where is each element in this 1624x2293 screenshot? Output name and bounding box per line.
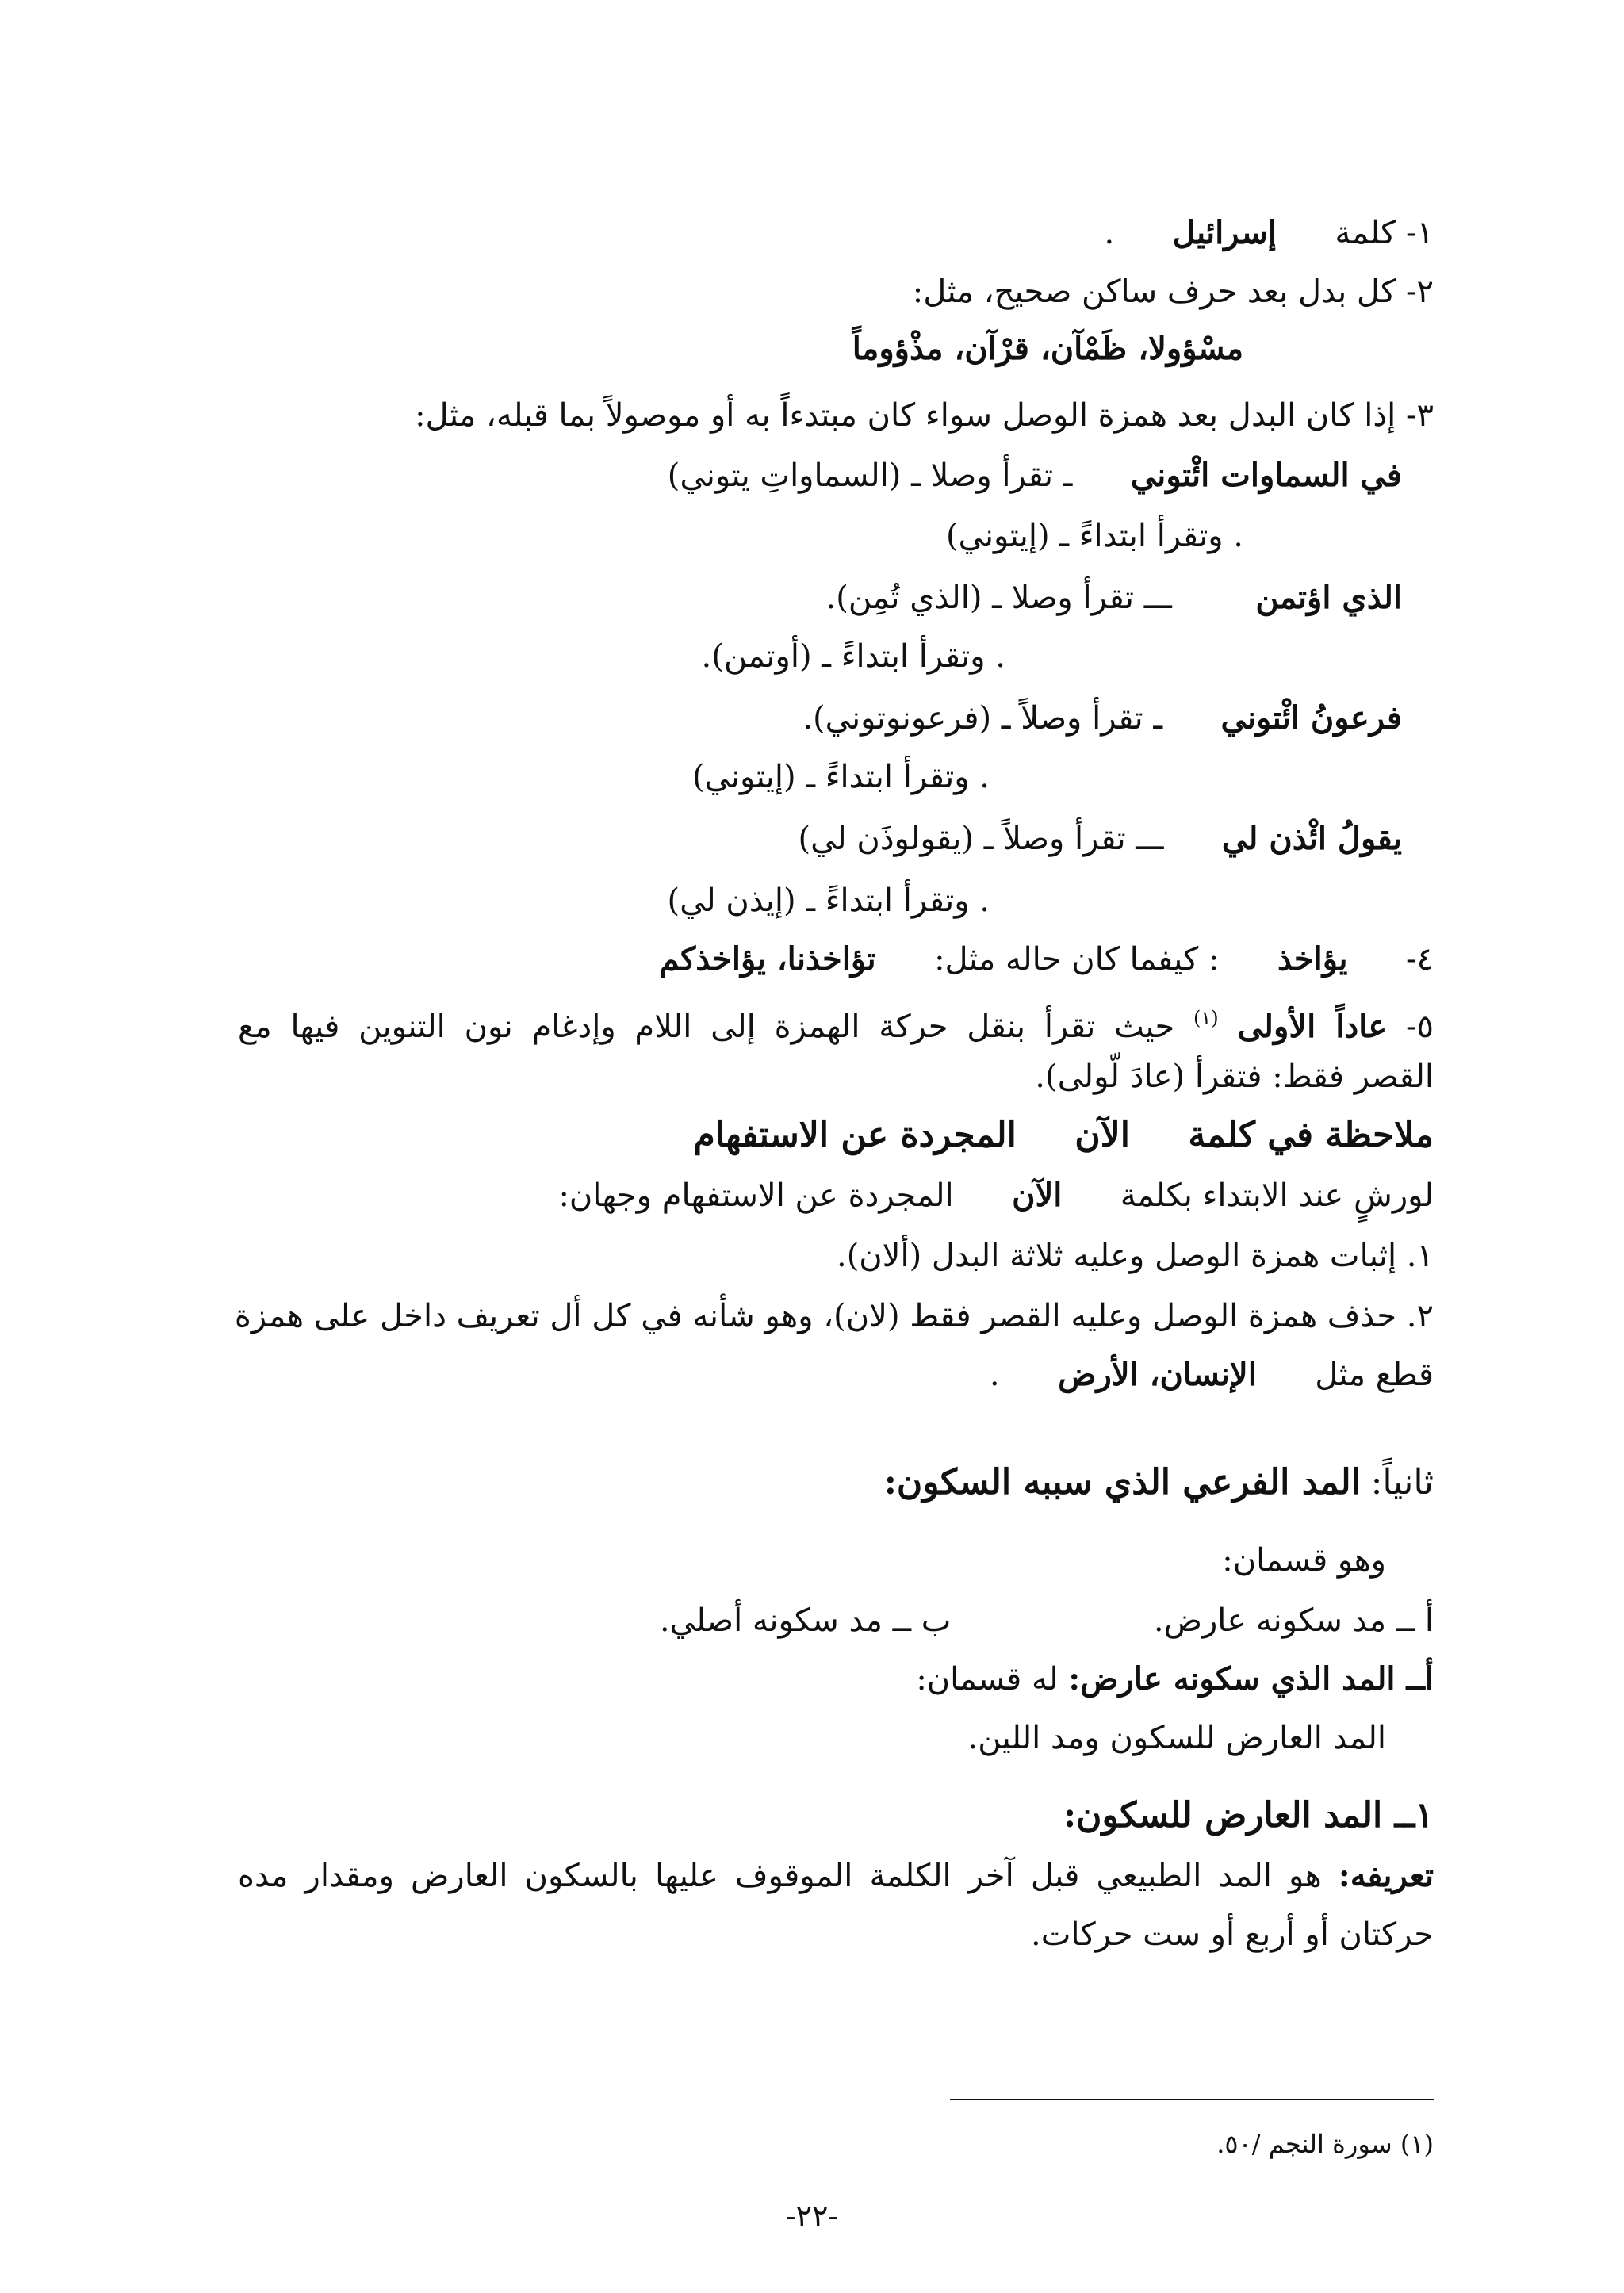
subsection-a-heading: [916, 1657, 1434, 1702]
item-4: [660, 937, 1434, 982]
definition: [238, 1854, 1434, 1898]
section-2-title: المد الفرعي الذي سببه السكون:: [883, 1462, 1361, 1503]
item-3-example-2-ibtida: [702, 634, 1005, 679]
item-1-word: إسرائيل: [1172, 214, 1277, 251]
heading-1-arid: [1063, 1793, 1434, 1839]
subsection-a-list-text: المد العارض للسكون ومد اللين.: [967, 1720, 1386, 1756]
example-2-word: الذي اؤتمن: [1255, 579, 1402, 616]
definition-cont: حركتان أو أربع أو ست حركات.: [1031, 1916, 1434, 1953]
item-4-word: يؤاخذ: [1277, 940, 1348, 978]
item-4-text: : كيفما كان حاله مثل:: [934, 941, 1220, 978]
part-a: أ ــ مد سكونه عارض.: [1153, 1602, 1434, 1639]
item-3-example-1: [668, 454, 1402, 498]
example-4-ibtida: . وتقرأ ابتداءً ـ (إيذن لي): [667, 882, 990, 919]
note-point-2: [234, 1294, 1434, 1338]
note-heading-word: الآن: [1074, 1115, 1130, 1155]
item-3-example-4-ibtida: [668, 879, 990, 923]
item-2-examples-text: مسْؤولا، ظَمْآن، قرْآن، مذْؤوماً: [852, 330, 1243, 367]
footnote-text: (١) سورة النجم /٥٠.: [1216, 2129, 1434, 2159]
item-3-text: إذا كان البدل بعد همزة الوصل سواء كان مبتدءاً به أو موصولاً بما قبله، مثل:: [415, 397, 1396, 434]
item-2: [913, 270, 1434, 314]
part-b: ب ــ مد سكونه أصلي.: [659, 1602, 952, 1639]
item-2-examples: [852, 327, 1243, 371]
example-3-wasl: ـ تقرأ وصلاً ـ (فرعونوتوني).: [802, 700, 1163, 737]
definition-label: تعريفه:: [1338, 1857, 1434, 1894]
example-3-ibtida: . وتقرأ ابتداءً ـ (إيتوني): [691, 759, 990, 795]
item-3-example-2: [826, 576, 1403, 620]
item-1-label: كلمة: [1335, 215, 1396, 251]
item-3: [415, 393, 1434, 438]
note-heading-a: ملاحظة في كلمة: [1188, 1115, 1434, 1155]
subsection-a-text: له قسمان:: [916, 1661, 1059, 1698]
note-point-1: [837, 1234, 1434, 1278]
page-number: -٢٢-: [785, 2199, 839, 2234]
item-1-end: .: [1104, 215, 1115, 251]
example-1-ibtida: . وتقرأ ابتداءً ـ (إيتوني): [945, 518, 1243, 554]
item-2-text: كل بدل بعد حرف ساكن صحيح، مثل:: [912, 274, 1396, 310]
heading-1-text: ١ــ المد العارض للسكون:: [1063, 1795, 1434, 1836]
note-intro-word: الآن: [1012, 1177, 1063, 1214]
definition-continued: [1031, 1912, 1434, 1957]
note-intro-b: المجردة عن الاستفهام وجهان:: [558, 1177, 954, 1214]
item-2-number: ٢-: [1406, 274, 1434, 310]
item-5-word: عاداً الأولى: [1237, 1008, 1388, 1045]
item-5: [238, 996, 1434, 1049]
item-5-cont: القصر فقط: فتقرأ (عادَ لّولى).: [1035, 1058, 1434, 1095]
footnote: [1216, 2125, 1434, 2163]
item-5-text: حيث تقرأ بنقل حركة الهمزة إلى اللام وإدغام نون التنوين فيها مع: [238, 1009, 1175, 1045]
item-3-example-3-ibtida: [692, 755, 990, 799]
note-p2-examples: الإنسان، الأرض: [1058, 1356, 1257, 1393]
note-heading: [693, 1113, 1434, 1158]
item-4-number: ٤-: [1406, 941, 1434, 978]
item-1: [1105, 211, 1434, 255]
section-2-intro-text: وهو قسمان:: [1222, 1542, 1386, 1579]
item-5-continued: [1035, 1055, 1434, 1099]
item-5-number: ٥-: [1406, 1009, 1434, 1045]
section-2-parts: [660, 1598, 1434, 1643]
footnote-reference: (١): [1193, 1007, 1219, 1029]
footnote-divider: [950, 2099, 1434, 2100]
section-2-intro: [1222, 1538, 1386, 1583]
item-4-examples: تؤاخذنا، يؤاخذكم: [659, 940, 876, 978]
note-p2: ٢. حذف همزة الوصل وعليه القصر فقط (لان)، وهو شأنه في كل أل تعريف داخل على همزة: [234, 1298, 1434, 1334]
subsection-a-title: أــ المد الذي سكونه عارض:: [1068, 1660, 1434, 1698]
example-3-word: فرعونُ ائْتوني: [1220, 699, 1402, 737]
note-p2-cont: قطع مثل: [1315, 1357, 1434, 1393]
note-intro-a: لورشٍ عند الابتداء بكلمة: [1120, 1177, 1434, 1214]
example-2-wasl: ـــ تقرأ وصلا ـ (الذي تُمِن).: [825, 580, 1172, 616]
example-1-word: في السماوات ائْتوني: [1130, 457, 1402, 494]
item-1-number: ١-: [1406, 215, 1434, 251]
example-2-ibtida: . وتقرأ ابتداءً ـ (أوتمن).: [701, 638, 1005, 675]
item-3-example-3: [802, 696, 1402, 741]
note-p1: ١. إثبات همزة الوصل وعليه ثلاثة البدل (ألان).: [836, 1238, 1434, 1274]
example-4-wasl: ـــ تقرأ وصلاً ـ (يقولوذَن لي): [798, 821, 1164, 857]
example-4-word: يقولُ ائْذن لي: [1221, 820, 1402, 857]
note-p2-end: .: [989, 1357, 1000, 1393]
item-3-number: ٣-: [1406, 397, 1434, 434]
definition-text: هو المد الطبيعي قبل آخر الكلمة الموقوف عليها بالسكون العارض ومقدار مده: [238, 1858, 1322, 1894]
subsection-a-list: [968, 1716, 1387, 1760]
item-3-example-4: [799, 817, 1403, 861]
section-2-label: ثانياً:: [1370, 1462, 1434, 1503]
item-3-example-1-ibtida: [946, 514, 1243, 558]
note-intro: [558, 1173, 1434, 1218]
example-1-wasl: ـ تقرأ وصلا ـ (السماواتِ يتوني): [667, 457, 1073, 494]
note-heading-b: المجردة عن الاستفهام: [693, 1115, 1017, 1155]
note-point-2-continued: [990, 1353, 1434, 1397]
section-2-heading: [884, 1460, 1434, 1506]
